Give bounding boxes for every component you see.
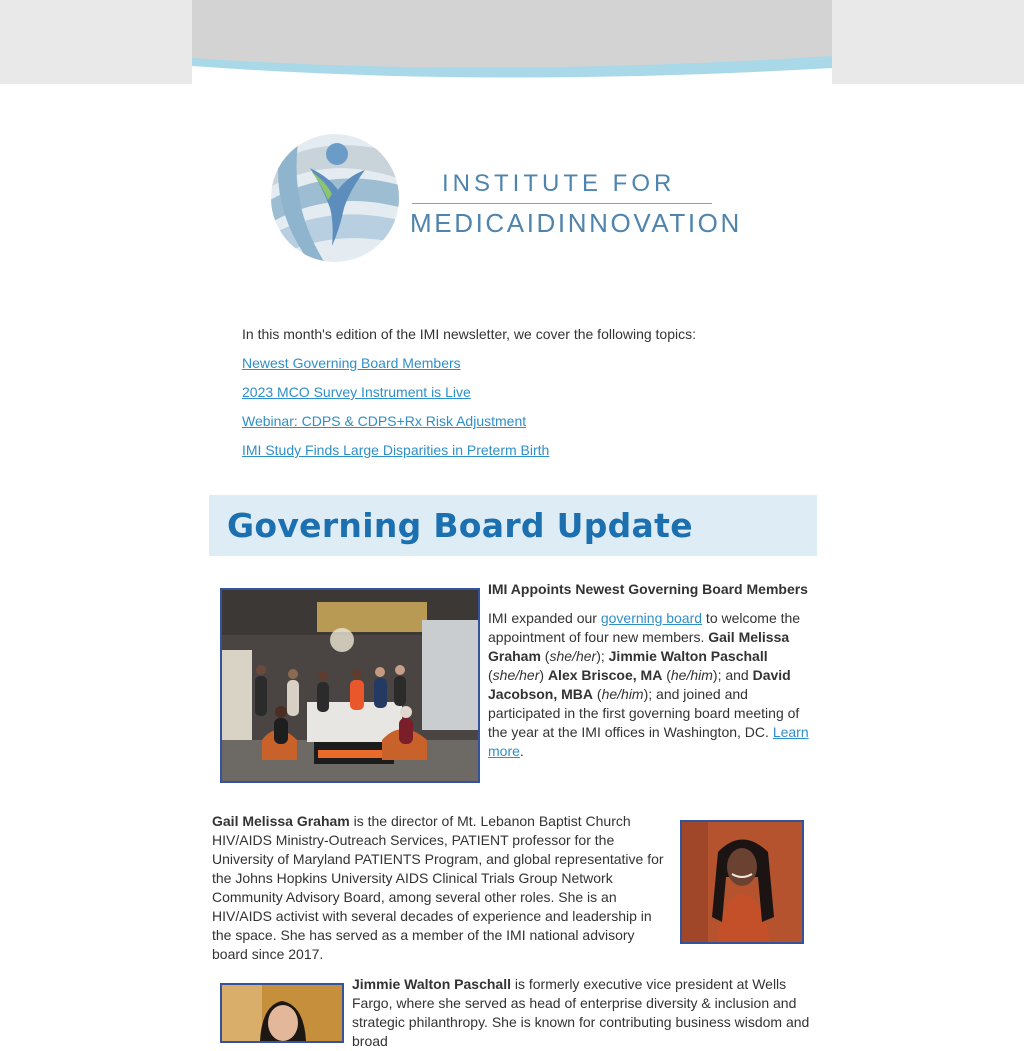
member-name: Alex Briscoe, MA <box>547 667 663 683</box>
toc-link-board-members[interactable]: Newest Governing Board Members <box>242 355 461 371</box>
bio-name: Gail Melissa Graham <box>212 813 350 829</box>
logo-line-1: INSTITUTE FOR <box>442 170 676 197</box>
jimmie-portrait-photo[interactable] <box>220 983 344 1043</box>
bio-text: is the director of Mt. Lebanon Baptist Church HIV/AIDS Ministry-Outreach Services, PATIENT professor for the University of Maryland PATIENTS Program, and global representative for the Johns Hopkins University AIDS Clinical Trials Group Network Community Advisory Board, among several other roles. She is an HIV/AIDS activist with several decades of experience and leadership in the space. She has served as a member of the IMI national advisory board since 2017. <box>212 813 664 962</box>
intro-text: In this month's edition of the IMI newsletter, we cover the following topics: <box>242 326 697 342</box>
pronouns: she/her <box>492 667 540 683</box>
member-name: David Jacobson, MBA <box>488 667 791 702</box>
board-group-photo[interactable] <box>220 588 480 783</box>
member-name: Gail Melissa Graham <box>488 629 790 664</box>
logo-line-2: MEDICAIDINNOVATION <box>410 208 742 238</box>
article-headline: IMI Appoints Newest Governing Board Members <box>488 581 808 597</box>
list-item <box>242 384 549 413</box>
member-name: Jimmie Walton Paschall <box>608 648 768 664</box>
list-item <box>242 442 549 471</box>
pronouns: he/him <box>670 667 713 683</box>
bio-name: Jimmie Walton Paschall <box>352 976 511 992</box>
toc-link-mco-survey[interactable]: 2023 MCO Survey Instrument is Live <box>242 384 471 400</box>
section-title: Governing Board Update <box>227 506 693 545</box>
bio-text: is formerly executive vice president at Wells Fargo, where she served as head of enterprise diversity & inclusion and strategic philanthropy. She is known for contributing business wisdom and broad <box>352 976 810 1049</box>
article-text: to welcome the appointment of four new members. <box>488 610 801 645</box>
bio-gail <box>212 812 672 964</box>
list-item <box>242 413 549 442</box>
learn-more-link[interactable]: Learn more <box>488 724 809 759</box>
toc-link-webinar[interactable]: Webinar: CDPS & CDPS+Rx Risk Adjustment <box>242 413 527 429</box>
bio-jimmie <box>352 975 812 1051</box>
pronouns: she/her <box>549 648 597 664</box>
article-text: IMI expanded our <box>488 610 601 626</box>
governing-board-link[interactable]: governing board <box>600 610 703 626</box>
gail-portrait-photo[interactable] <box>680 820 804 944</box>
pronouns: he/him <box>601 686 644 702</box>
toc-link-preterm-study[interactable]: IMI Study Finds Large Disparities in Preterm Birth <box>242 442 550 458</box>
imi-logo <box>270 128 740 268</box>
article-text: ; and joined and participated in the first governing board meeting of the year at the IMI offices in Washington, DC. <box>488 686 800 740</box>
header-banner <box>192 0 832 84</box>
list-item <box>242 355 549 384</box>
topics-list <box>242 355 549 471</box>
logo-divider <box>412 203 712 204</box>
article-body: IMI expanded our governing board to welcome the appointment of four new members. Gail Melissa Graham (she/her); Jimmie Walton Paschall (she/her) Alex Briscoe, MA (he/him); and David Jacobson, MBA (he/him); and joined and participated in the first governing board meeting of the year at the IMI offices in Washington, DC. Learn more. <box>488 610 809 759</box>
globe-person-icon <box>270 128 410 268</box>
